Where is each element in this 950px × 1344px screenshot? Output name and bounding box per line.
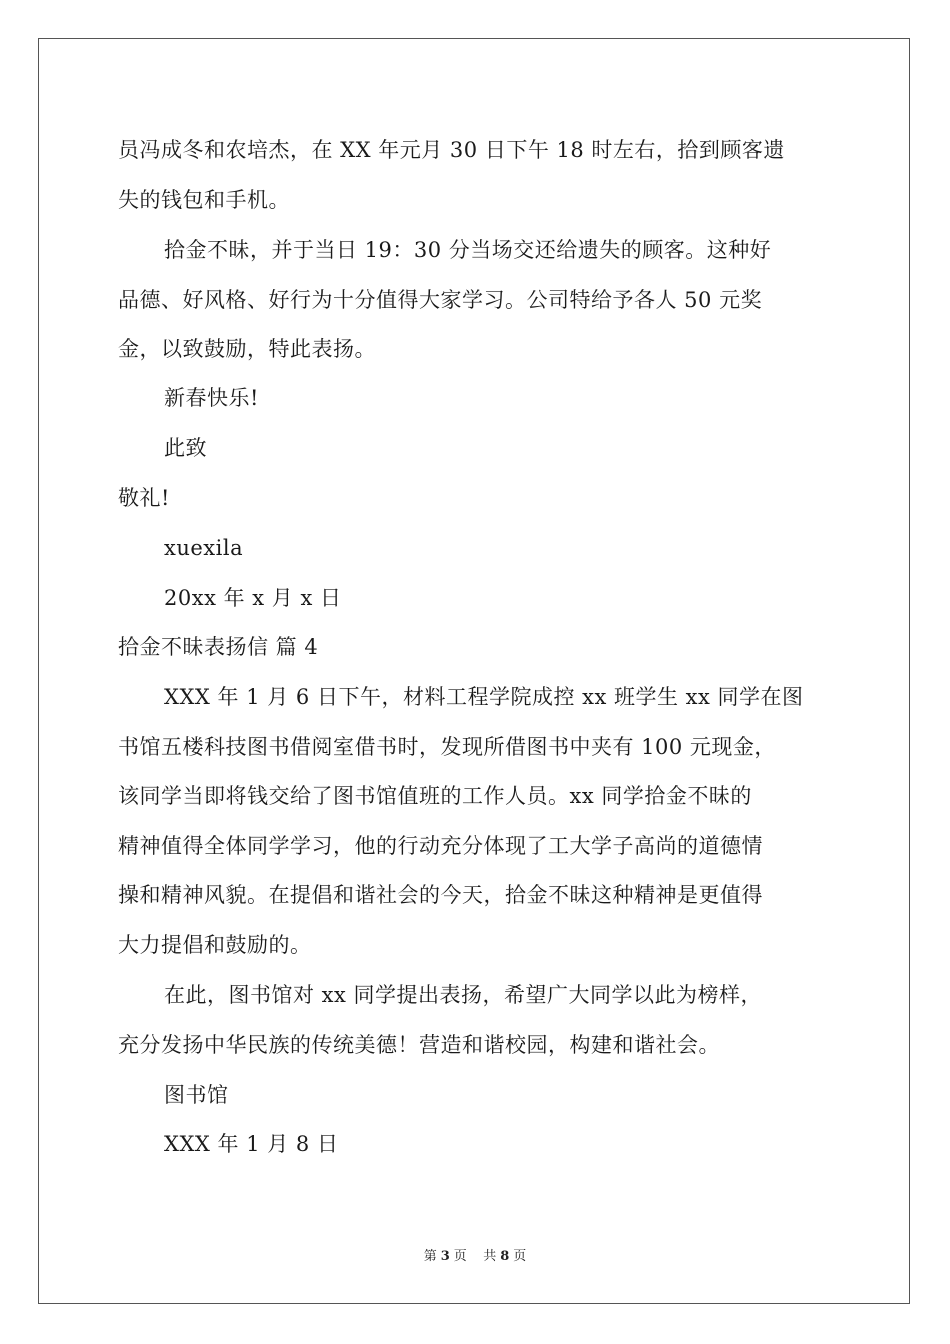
section-heading: 拾金不昧表扬信 篇 4 bbox=[118, 635, 319, 659]
total-page-number: 8 bbox=[500, 1249, 510, 1264]
salutation-line: 此致 bbox=[164, 436, 207, 460]
total-prefix: 共 bbox=[483, 1249, 497, 1264]
body-line: 拾金不昧，并于当日 19：30 分当场交还给遗失的顾客。这种好 bbox=[164, 238, 772, 262]
page-frame bbox=[38, 38, 910, 1304]
body-line: 充分发扬中华民族的传统美德！营造和谐校园，构建和谐社会。 bbox=[118, 1033, 720, 1057]
body-line: 该同学当即将钱交给了图书馆值班的工作人员。xx 同学拾金不昧的 bbox=[118, 784, 752, 808]
body-line: 失的钱包和手机。 bbox=[118, 188, 290, 212]
body-line: XXX 年 1 月 6 日下午，材料工程学院成控 xx 班学生 xx 同学在图 bbox=[164, 685, 804, 709]
date-line: 20xx 年 x 月 x 日 bbox=[164, 586, 342, 610]
greeting-line: 新春快乐! bbox=[164, 386, 259, 410]
date-line: XXX 年 1 月 8 日 bbox=[164, 1132, 339, 1156]
total-suffix: 页 bbox=[513, 1249, 527, 1264]
current-page-number: 3 bbox=[440, 1249, 450, 1264]
body-line: 金，以致鼓励，特此表扬。 bbox=[118, 337, 376, 361]
page-suffix: 页 bbox=[453, 1249, 467, 1264]
signature-line: 图书馆 bbox=[164, 1083, 229, 1107]
body-line: 大力提倡和鼓励的。 bbox=[118, 933, 312, 957]
signature-line: xuexila bbox=[164, 536, 244, 560]
body-line: 操和精神风貌。在提倡和谐社会的今天，拾金不昧这种精神是更值得 bbox=[118, 883, 763, 907]
page-footer bbox=[0, 1248, 950, 1266]
page-prefix: 第 bbox=[423, 1249, 437, 1264]
body-line: 品德、好风格、好行为十分值得大家学习。公司特给予各人 50 元奖 bbox=[118, 288, 763, 312]
body-line: 员冯成冬和农培杰，在 XX 年元月 30 日下午 18 时左右，拾到顾客遗 bbox=[118, 138, 785, 162]
body-line: 精神值得全体同学学习，他的行动充分体现了工大学子高尚的道德情 bbox=[118, 834, 763, 858]
salutation-line: 敬礼! bbox=[118, 486, 170, 510]
body-line: 书馆五楼科技图书借阅室借书时，发现所借图书中夹有 100 元现金， bbox=[118, 735, 776, 759]
body-line: 在此，图书馆对 xx 同学提出表扬，希望广大同学以此为榜样， bbox=[164, 983, 763, 1007]
